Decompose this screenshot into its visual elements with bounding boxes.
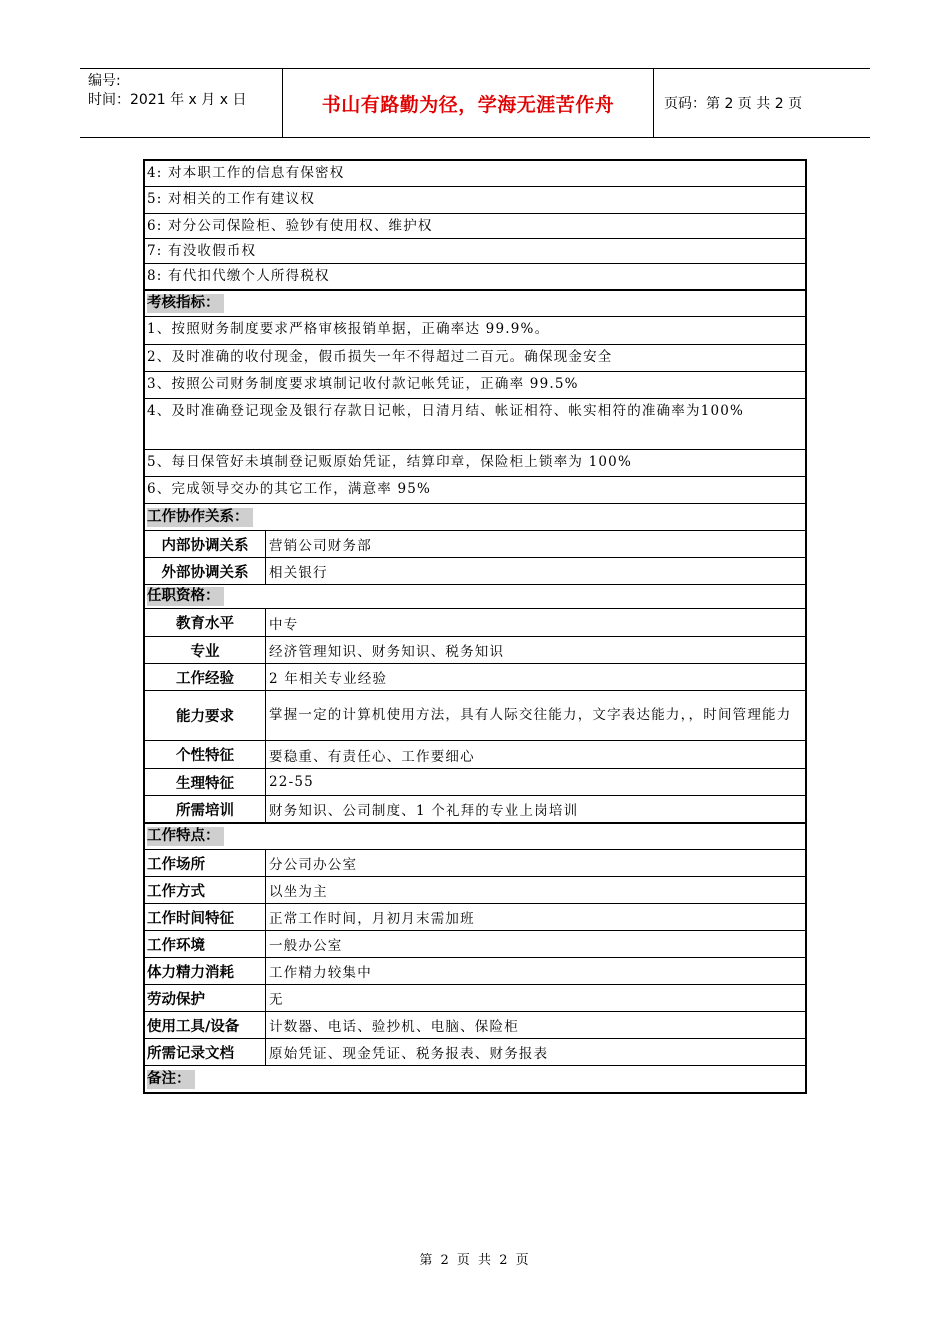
serial-label: 编号: [88, 73, 121, 89]
qualification-row: 个性特征 要稳重、有责任心、工作要细心 [145, 741, 805, 769]
qualification-row: 所需培训 财务知识、公司制度、1 个礼拜的专业上岗培训 [145, 796, 805, 824]
feature-row: 所需记录文档 原始凭证、现金凭证、税务报表、财务报表 [145, 1039, 805, 1066]
authority-row: 6: 对分公司保险柜、验钞有使用权、维护权 [145, 214, 805, 239]
feature-row: 工作场所 分公司办公室 [145, 850, 805, 877]
qualification-row: 专业 经济管理知识、财务知识、税务知识 [145, 637, 805, 664]
feature-row: 工作方式 以坐为主 [145, 877, 805, 904]
header-meta [80, 69, 283, 137]
authority-row: 5: 对相关的工作有建议权 [145, 187, 805, 214]
qualification-row: 工作经验 2 年相关专业经验 [145, 664, 805, 691]
qualification-row: 教育水平 中专 [145, 609, 805, 637]
page-header [80, 68, 870, 138]
motto: 书山有路勤为径，学海无涯苦作舟 [321, 93, 615, 116]
header-motto-cell [283, 69, 654, 137]
section-header-assessment: 考核指标： [145, 291, 805, 317]
section-header-features: 工作特点： [145, 824, 805, 850]
section-header-qualification: 任职资格： [145, 585, 805, 609]
feature-row: 体力精力消耗 工作精力较集中 [145, 958, 805, 985]
section-header-remarks: 备注： [145, 1066, 805, 1092]
cooperation-row: 内部协调关系 营销公司财务部 [145, 531, 805, 558]
assessment-row: 6、完成领导交办的其它工作，满意率 95% [145, 477, 805, 504]
job-description-table [143, 159, 807, 1094]
header-page-cell [654, 69, 870, 137]
feature-row: 使用工具/设备 计数器、电话、验抄机、电脑、保险柜 [145, 1012, 805, 1039]
feature-row: 工作时间特征 正常工作时间，月初月末需加班 [145, 904, 805, 931]
feature-row: 工作环境 一般办公室 [145, 931, 805, 958]
assessment-row: 5、每日保管好未填制登记贩原始凭证，结算印章，保险柜上锁率为 100% [145, 450, 805, 477]
page-footer: 第 2 页 共 2 页 [419, 1253, 531, 1268]
authority-row: 7: 有没收假币权 [145, 239, 805, 264]
assessment-row: 2、及时准确的收付现金，假币损失一年不得超过二百元。确保现金安全 [145, 345, 805, 372]
time-label: 时间：2021 年 x 月 x 日 [88, 92, 247, 108]
assessment-row: 1、按照财务制度要求严格审核报销单据，正确率达 99.9%。 [145, 317, 805, 345]
authority-row: 4: 对本职工作的信息有保密权 [145, 161, 805, 187]
page-info: 页码：第 2 页 共 2 页 [664, 96, 803, 112]
qualification-row: 生理特征 22-55 [145, 769, 805, 796]
authority-row: 8: 有代扣代缴个人所得税权 [145, 264, 805, 291]
qualification-row: 能力要求 掌握一定的计算机使用方法，具有人际交往能力，文字表达能力，，时间管理能力 [145, 691, 805, 741]
feature-row: 劳动保护 无 [145, 985, 805, 1012]
cooperation-row: 外部协调关系 相关银行 [145, 558, 805, 585]
assessment-row: 3、按照公司财务制度要求填制记收付款记帐凭证，正确率 99.5% [145, 372, 805, 399]
section-header-cooperation: 工作协作关系： [145, 504, 805, 531]
assessment-row: 4、及时准确登记现金及银行存款日记帐，日清月结、帐证相符、帐实相符的准确率为100% [145, 399, 805, 450]
